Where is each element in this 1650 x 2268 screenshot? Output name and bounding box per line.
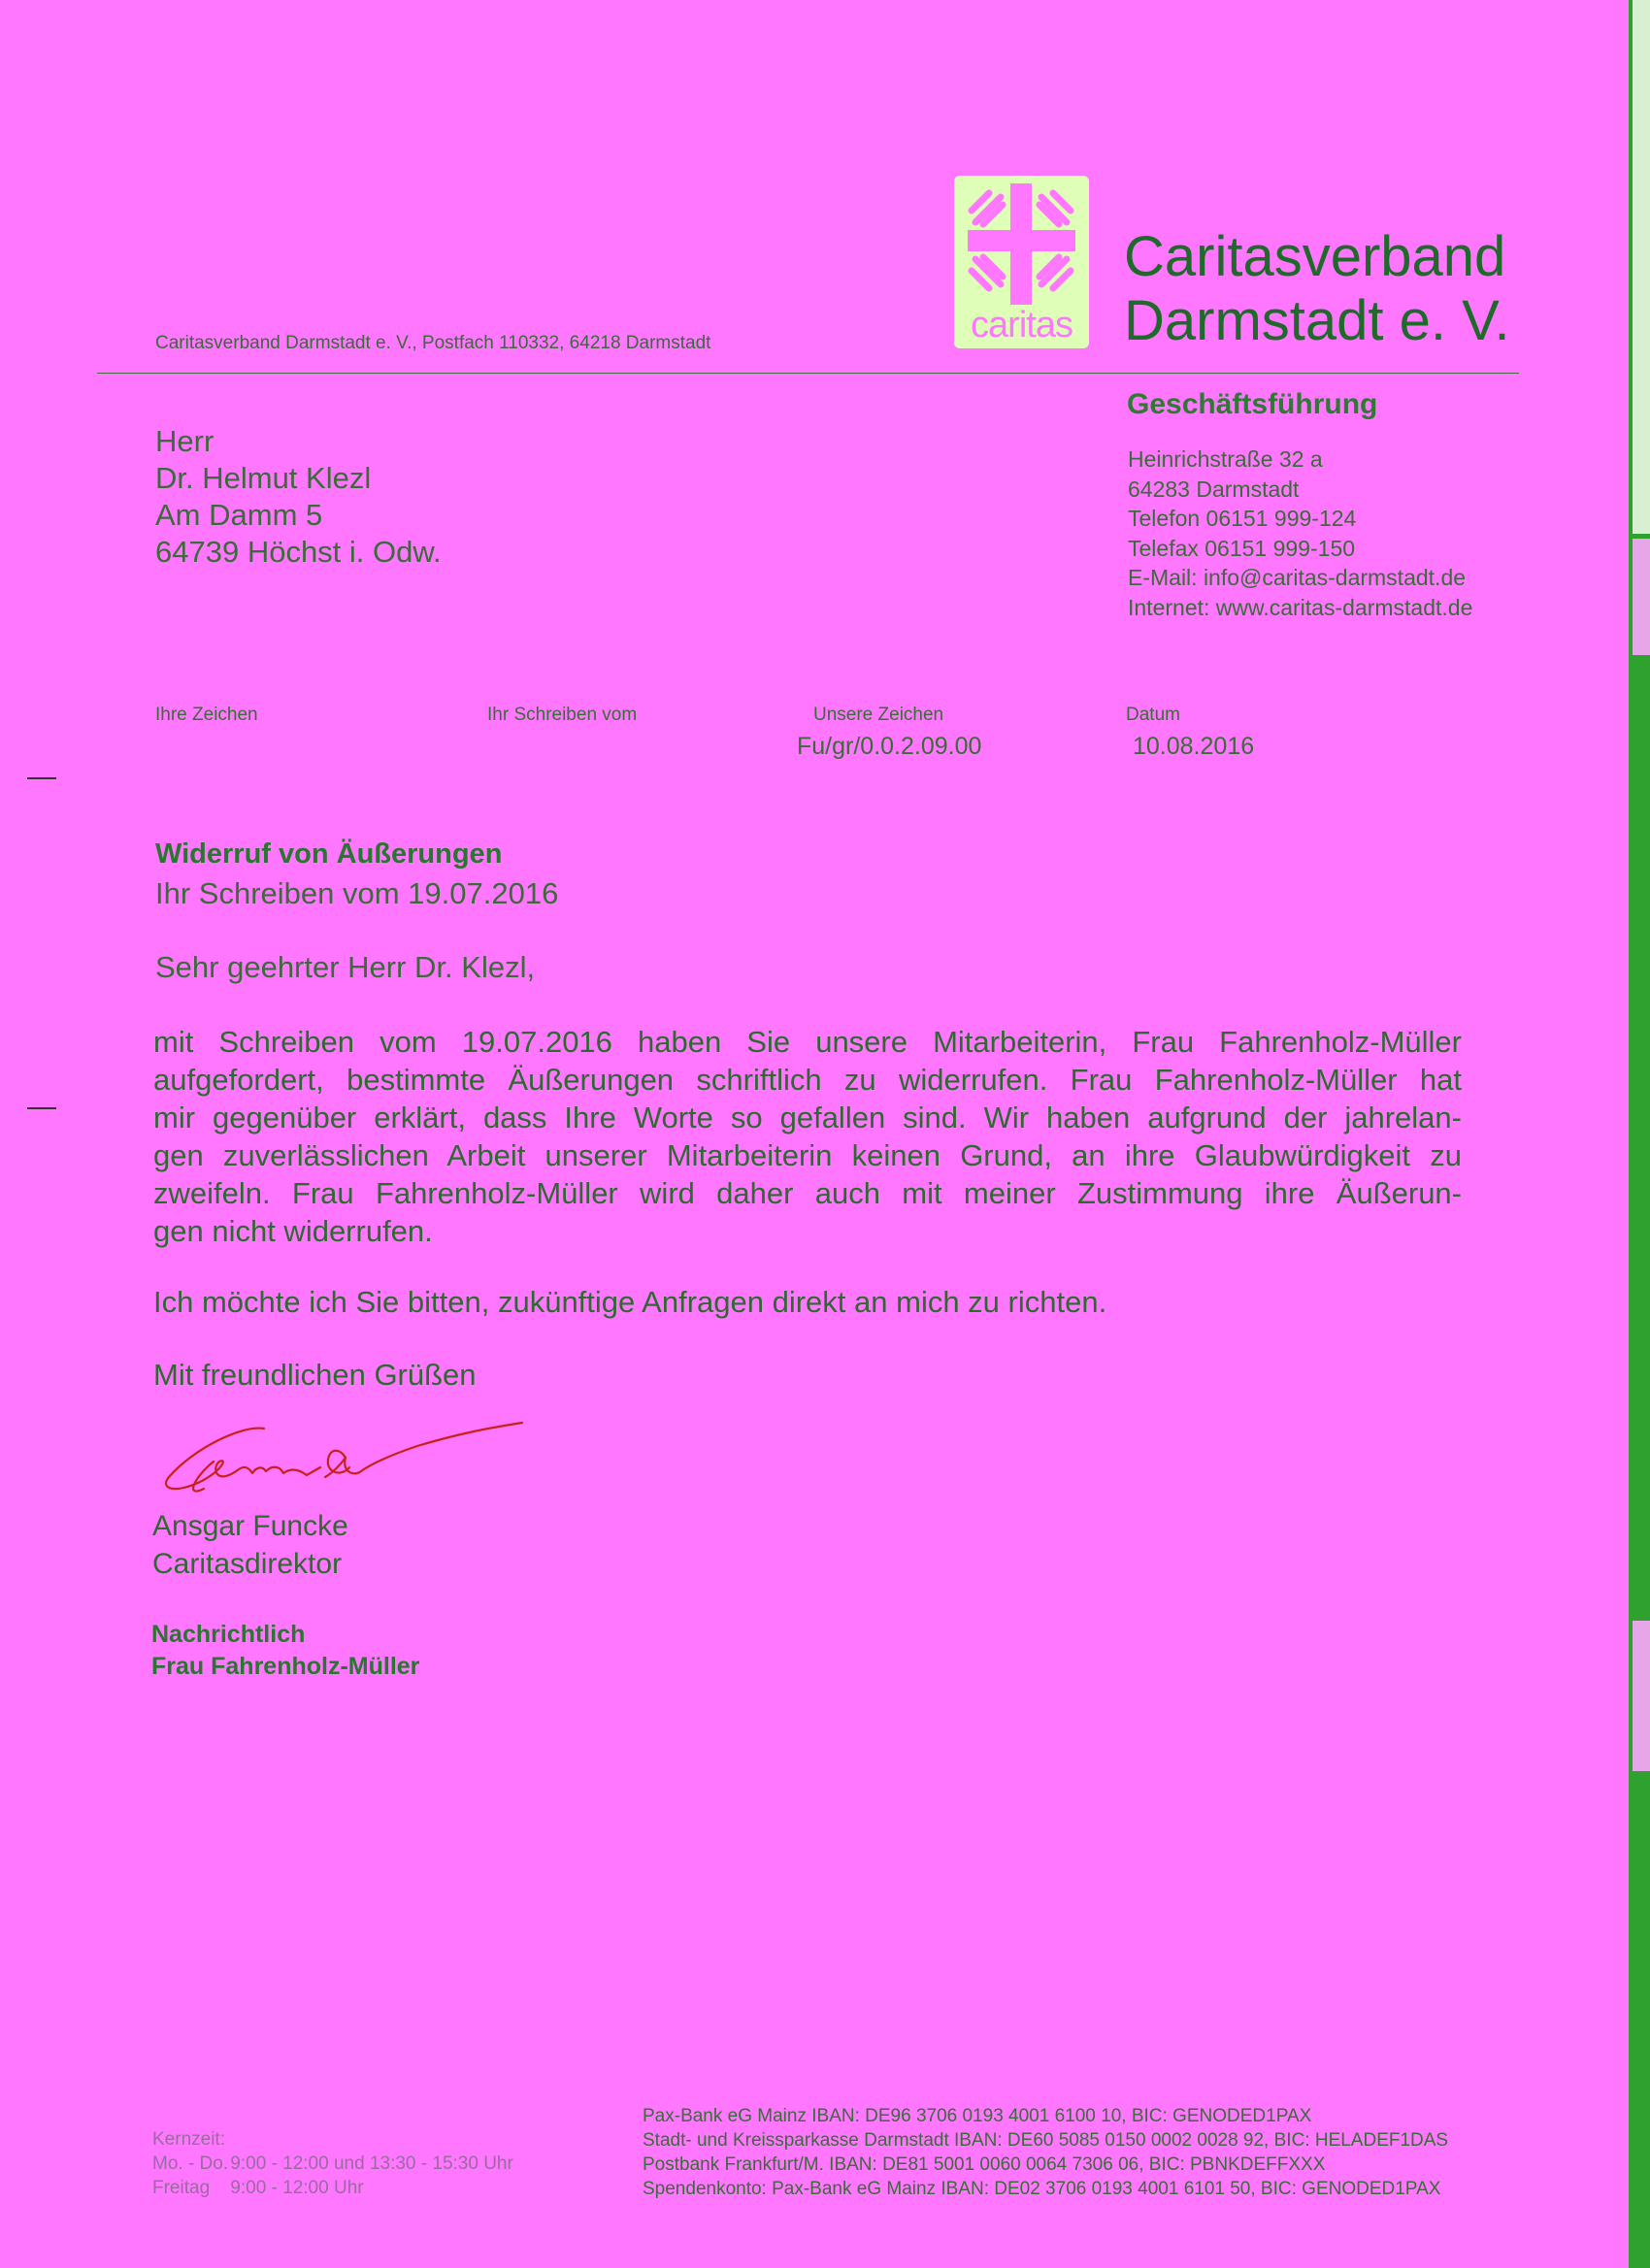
hours-line — [152, 2152, 513, 2176]
ref-ihre-zeichen-label: Ihre Zeichen — [155, 705, 258, 725]
recipient-line: 64739 Höchst i. Odw. — [155, 535, 442, 569]
recipient-line: Am Damm 5 — [155, 498, 323, 532]
signer-block — [152, 1507, 348, 1583]
fold-mark — [27, 777, 56, 779]
body-line: mir gegenüber erklärt, dass Ihre Worte so gefallen sind. Wir haben aufgrund der jahrelan- — [153, 1101, 1462, 1134]
handwritten-signature — [155, 1419, 544, 1511]
department-heading: Geschäftsführung — [1127, 388, 1378, 420]
scan-edge-block — [1633, 539, 1650, 655]
scan-edge-block — [1633, 1621, 1650, 1771]
letter-paragraph-2: Ich möchte ich Sie bitten, zukünftige Anfragen direkt an mich zu richten. — [153, 1285, 1107, 1319]
bank-line: Spendenkonto: Pax-Bank eG Mainz IBAN: DE02 3706 0193 4001 6101 50, BIC: GENODED1PAX — [643, 2179, 1441, 2199]
ref-unsere-zeichen-value: Fu/gr/0.0.2.09.00 — [797, 733, 982, 760]
recipient-address — [155, 423, 442, 571]
hours-day: Mo. - Do. — [152, 2153, 229, 2174]
contact-block — [1128, 444, 1472, 622]
organization-name-line2: Darmstadt e. V. — [1124, 289, 1510, 352]
letter-closing: Mit freundlichen Grüßen — [153, 1358, 477, 1392]
letter-body-paragraph — [153, 1023, 1462, 1250]
fold-mark — [27, 1107, 56, 1109]
ref-datum-value: 10.08.2016 — [1133, 733, 1255, 760]
hours-day: Freitag — [152, 2178, 211, 2198]
cc-name: Frau Fahrenholz-Müller — [151, 1653, 420, 1680]
signer-name: Ansgar Funcke — [152, 1510, 348, 1542]
body-line: aufgefordert, bestimmte Äußerungen schriftlich zu widerrufen. Frau Fahrenholz-Müller hat — [153, 1063, 1462, 1097]
hours-label: Kernzeit: — [152, 2129, 225, 2150]
copy-notice — [151, 1619, 419, 1683]
contact-fax: Telefax 06151 999-150 — [1128, 535, 1356, 561]
office-hours — [152, 2127, 513, 2200]
hours-time: 9:00 - 12:00 Uhr — [230, 2178, 364, 2198]
bank-line: Postbank Frankfurt/M. IBAN: DE81 5001 0060 0064 7306 06, BIC: PBNKDEFFXXX — [643, 2154, 1326, 2175]
contact-website: Internet: www.caritas-darmstadt.de — [1128, 594, 1473, 620]
contact-street: Heinrichstraße 32 a — [1128, 446, 1323, 472]
contact-phone: Telefon 06151 999-124 — [1128, 506, 1357, 531]
logo-text: caritas — [971, 305, 1072, 345]
letter-subject-reference: Ihr Schreiben vom 19.07.2016 — [155, 876, 559, 910]
scan-edge-strip-light — [1633, 0, 1650, 534]
hours-time: 9:00 - 12:00 und 13:30 - 15:30 Uhr — [230, 2153, 513, 2174]
header-divider — [97, 373, 1519, 374]
caritas-logo — [954, 176, 1089, 348]
body-line: zweifeln. Frau Fahrenholz-Müller wird daher auch mit meiner Zustimmung ihre Äußerun- — [153, 1176, 1462, 1210]
ref-datum-label: Datum — [1126, 705, 1180, 725]
sender-return-address: Caritasverband Darmstadt e. V., Postfach 110332, 64218 Darmstadt — [155, 333, 711, 353]
bank-line: Pax-Bank eG Mainz IBAN: DE96 3706 0193 4001 6100 10, BIC: GENODED1PAX — [643, 2106, 1312, 2126]
cc-label: Nachrichtlich — [151, 1621, 306, 1648]
bank-details — [643, 2104, 1448, 2201]
recipient-line: Dr. Helmut Klezl — [155, 461, 372, 495]
letter-salutation: Sehr geehrter Herr Dr. Klezl, — [155, 950, 536, 984]
bank-line: Stadt- und Kreissparkasse Darmstadt IBAN: DE60 5085 0150 0002 0028 92, BIC: HELADEF1DAS — [643, 2130, 1449, 2151]
ref-ihr-schreiben-label: Ihr Schreiben vom — [487, 705, 638, 725]
ref-unsere-zeichen-label: Unsere Zeichen — [813, 705, 944, 725]
contact-email: E-Mail: info@caritas-darmstadt.de — [1128, 565, 1467, 590]
letter-subject: Widerruf von Äußerungen — [155, 838, 503, 870]
organization-name — [1124, 225, 1510, 353]
recipient-line: Herr — [155, 424, 214, 458]
body-line: gen zuverlässlichen Arbeit unserer Mitarbeiterin keinen Grund, an ihre Glaubwürdigkeit zu — [153, 1138, 1462, 1172]
signer-title: Caritasdirektor — [152, 1548, 343, 1580]
contact-city: 64283 Darmstadt — [1128, 476, 1300, 502]
hours-line — [152, 2176, 513, 2200]
body-line: gen nicht widerrufen. — [153, 1214, 433, 1248]
body-line: mit Schreiben vom 19.07.2016 haben Sie unsere Mitarbeiterin, Frau Fahrenholz-Müller — [153, 1025, 1462, 1059]
organization-name-line1: Caritasverband — [1124, 225, 1506, 288]
